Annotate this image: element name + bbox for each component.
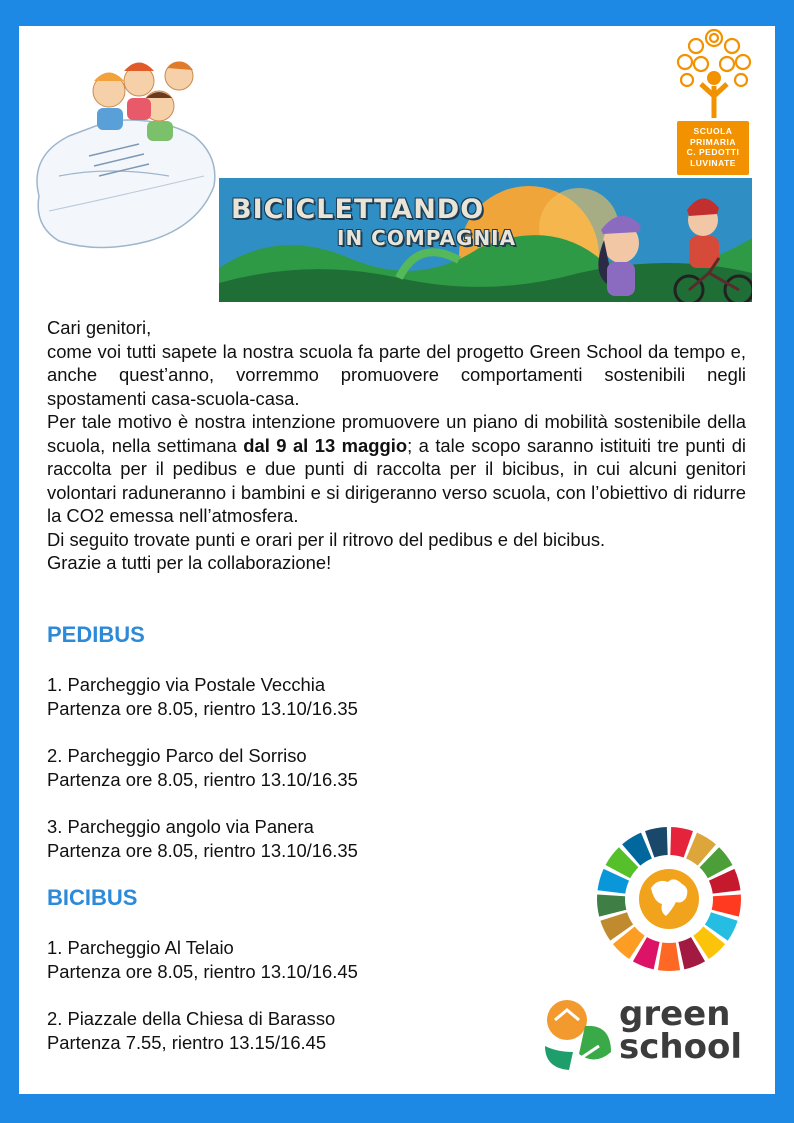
stop-times: Partenza ore 8.05, rientro 13.10/16.35	[47, 697, 358, 719]
stop-times: Partenza 7.55, rientro 13.15/16.45	[47, 1031, 327, 1053]
bike-banner	[219, 178, 752, 302]
stop-place: 1. Parcheggio via Postale Vecchia	[47, 674, 326, 695]
sdg-segment	[658, 942, 680, 971]
bicibus-stop-2	[47, 1007, 335, 1054]
letter-paragraph-1: come voi tutti sapete la nostra scuola fa parte del progetto Green School da tempo e, anche quest’anno, vorremmo promuovere comportamenti sostenibili negli spostamenti casa-scuola-casa.	[47, 340, 746, 409]
banner-title-line1: BICICLETTANDO	[231, 194, 485, 225]
green-school-wordmark	[619, 994, 742, 1067]
stop-place: 2. Parcheggio Parco del Sorriso	[47, 745, 307, 766]
event-dates: dal 9 al 13 maggio	[243, 434, 408, 456]
document-page	[19, 26, 775, 1094]
pedibus-stop-3	[47, 815, 358, 862]
children-shoe-illustration	[19, 26, 229, 266]
stop-place: 2. Piazzale della Chiesa di Barasso	[47, 1008, 336, 1029]
school-line1: SCUOLA	[693, 126, 733, 136]
sdg-segment	[712, 895, 741, 917]
stop-place: 1. Parcheggio Al Telaio	[47, 937, 234, 958]
letter-paragraph-2	[47, 410, 746, 528]
stop-times: Partenza ore 8.05, rientro 13.10/16.35	[47, 768, 358, 790]
wordmark-line1: green	[619, 994, 731, 1034]
banner-title	[231, 194, 517, 250]
school-tree-icon	[671, 26, 757, 122]
paragraph-2-text-b: ; a tale scopo saranno istituiti tre punti di raccolta per il pedibus e due punti di raccolta per il bicibus, in cui alcuni genitori volontari raduneranno i bambini e si dirigeranno verso scuola, con l’obiettivo di ridurre la CO2 emessa nell’atmosfera.	[47, 434, 747, 526]
banner-title-line2: IN COMPAGNIA	[337, 226, 517, 250]
school-line2: PRIMARIA	[689, 136, 737, 147]
school-logo	[671, 26, 757, 178]
paragraph-2-text-a: Per tale motivo è nostra intenzione promuovere un piano di mobilità sostenibile della scuola, nella settimana	[47, 411, 746, 456]
stop-times: Partenza ore 8.05, rientro 13.10/16.45	[47, 960, 358, 982]
letter-body	[47, 316, 746, 575]
school-line3: C. PEDOTTI	[686, 147, 740, 157]
pedibus-heading: PEDIBUS	[47, 622, 145, 647]
letter-greeting: Cari genitori,	[47, 317, 152, 338]
letter-paragraph-4: Grazie a tutti per la collaborazione!	[47, 552, 332, 573]
stop-times: Partenza ore 8.05, rientro 13.10/16.35	[47, 839, 358, 861]
letter-paragraph-3: Di seguito trovate punti e orari per il ritrovo del pedibus e del bicibus.	[47, 528, 606, 550]
pedibus-stop-2	[47, 744, 358, 791]
pedibus-stop-1	[47, 673, 358, 720]
school-name-badge	[677, 121, 749, 175]
sdg-segment	[597, 895, 626, 917]
wordmark-line2: school	[619, 1027, 742, 1067]
bicibus-stop-1	[47, 936, 358, 983]
stop-place: 3. Parcheggio angolo via Panera	[47, 816, 314, 837]
bicibus-heading: BICIBUS	[47, 885, 138, 910]
recycle-leaf-icon	[541, 996, 615, 1074]
sdg-wheel-logo	[596, 826, 742, 972]
green-school-logo	[541, 996, 755, 1074]
school-line4: LUVINATE	[690, 157, 736, 168]
